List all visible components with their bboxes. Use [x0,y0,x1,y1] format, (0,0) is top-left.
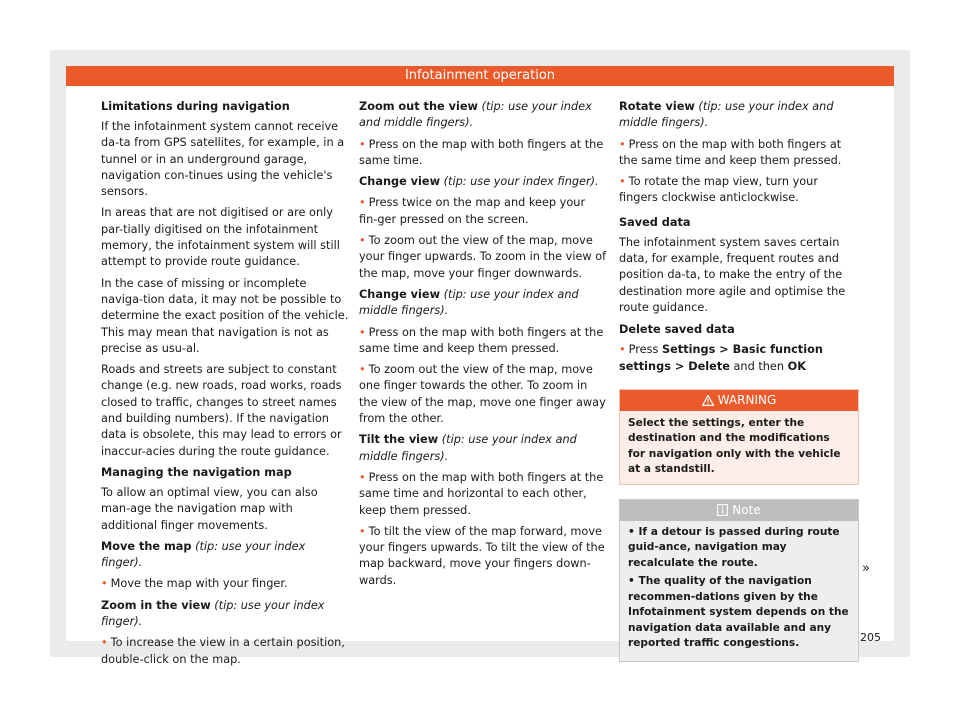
page-number: 205 [860,631,881,644]
column-1 [101,99,349,673]
paragraph: If the infotainment system cannot receive da-ta from GPS satellites, for example, in a tunnel or in an underground garage, navigation con-tinues using the vehicle's sensors. [101,120,345,199]
heading-limitations: Limitations during navigation [101,100,290,113]
bullet-icon: • [101,577,108,591]
warning-box [619,389,859,485]
gesture-change-view-heading: Change view (tip: use your index finger). [359,175,599,189]
gesture-step: • Press on the map with both fingers at the same time and keep them pressed. [619,137,842,167]
gesture-step: • To increase the view in a certain position, double-click on the map. [101,636,345,666]
column-2 [359,99,607,594]
gesture-step: • To zoom out the view of the map, move your finger upwards. To zoom in the view of the map, move your finger downwards. [359,234,607,280]
heading-managing-map: Managing the navigation map [101,465,292,479]
gesture-step: • Press Settings > Basic function settings > Delete and then OK [619,343,823,373]
bullet-icon: • [619,175,626,189]
gesture-step: • To tilt the view of the map forward, move your fingers upwards. To tilt the view of the map backward, move your fingers down-wards. [359,524,605,587]
bullet-icon: • [359,325,366,339]
gesture-zoom-in-heading: Zoom in the view (tip: use your index finger). [101,598,325,629]
bullet-icon: • [359,234,366,248]
bullet-icon: • [628,525,639,538]
bullet-icon: • [619,137,626,151]
gesture-step: • To zoom out the view of the map, move one finger towards the other. To zoom in the view of the map, move one finger away from the other. [359,363,606,426]
gesture-step: • Move the map with your finger. [101,577,288,591]
column-3 [619,99,859,662]
gesture-step: • Press on the map with both fingers at the same time and keep them pressed. [359,325,604,355]
gesture-step: • Press twice on the map and keep your fin-ger pressed on the screen. [359,196,586,226]
note-text [620,521,858,661]
paragraph: The infotainment system saves certain data, for example, frequent routes and position da-ta, to make the entry of the destination more agile and optimise the route guidance. [619,235,846,314]
gesture-move-heading: Move the map (tip: use your index finger). [101,539,306,570]
paragraph: Roads and streets are subject to constant change (e.g. new roads, road works, roads closed to traffic, changes to street names and building numbers). If the navigation data is obsolete, this may lead to errors or inaccur-acies during the route guidance. [101,363,342,458]
heading-delete-saved-data: Delete saved data [619,323,735,337]
note-header: Note [620,500,858,521]
bullet-icon: • [359,470,366,484]
bullet-icon: • [359,524,366,538]
note-item: • The quality of the navigation recommen-dations given by the Infotainment system depends on the navigation data available and any reported traffic congestions. [628,575,849,650]
continue-mark: » [862,561,870,576]
warning-header: WARNING [620,390,858,411]
info-icon [717,504,728,516]
gesture-change-view-heading: Change view (tip: use your index and middle fingers). [359,287,579,318]
page-header: Infotainment operation [66,66,894,86]
paragraph: In areas that are not digitised or are only par-tially digitised on the infotainment memory, the infotainment system will still attempt to provide route guidance. [101,206,340,269]
gesture-rotate-heading: Rotate view (tip: use your index and middle fingers). [619,100,834,130]
gesture-zoom-out-heading: Zoom out the view (tip: use your index and middle fingers). [359,100,592,130]
gesture-step: • Press on the map with both fingers at the same time and horizontal to each other, keep them pressed. [359,470,604,517]
note-box [619,499,859,662]
warning-text: Select the settings, enter the destination and the modifications for navigation only with the vehicle at a standstill. [628,416,841,476]
gesture-step: • Press on the map with both fingers at the same time. [359,137,604,167]
paragraph: In the case of missing or incomplete naviga-tion data, it may not be possible to determine the exact position of the vehicle. This may mean that navigation is not as precise as usu-al. [101,276,349,355]
gesture-tilt-heading: Tilt the view (tip: use your index and middle fingers). [359,433,577,463]
note-item: • If a detour is passed during route guid-ance, navigation may recalculate the route. [628,525,840,569]
bullet-icon: • [359,137,366,151]
bullet-icon: • [628,575,639,588]
bullet-icon: • [359,196,366,210]
gesture-step: • To rotate the map view, turn your fingers clockwise anticlockwise. [619,175,818,205]
bullet-icon: • [359,363,366,377]
paragraph: To allow an optimal view, you can also man-age the navigation map with additional finger movements. [101,485,318,532]
bullet-icon: • [101,636,108,650]
warning-triangle-icon [702,395,714,406]
bullet-icon: • [619,343,626,357]
heading-saved-data: Saved data [619,215,691,229]
